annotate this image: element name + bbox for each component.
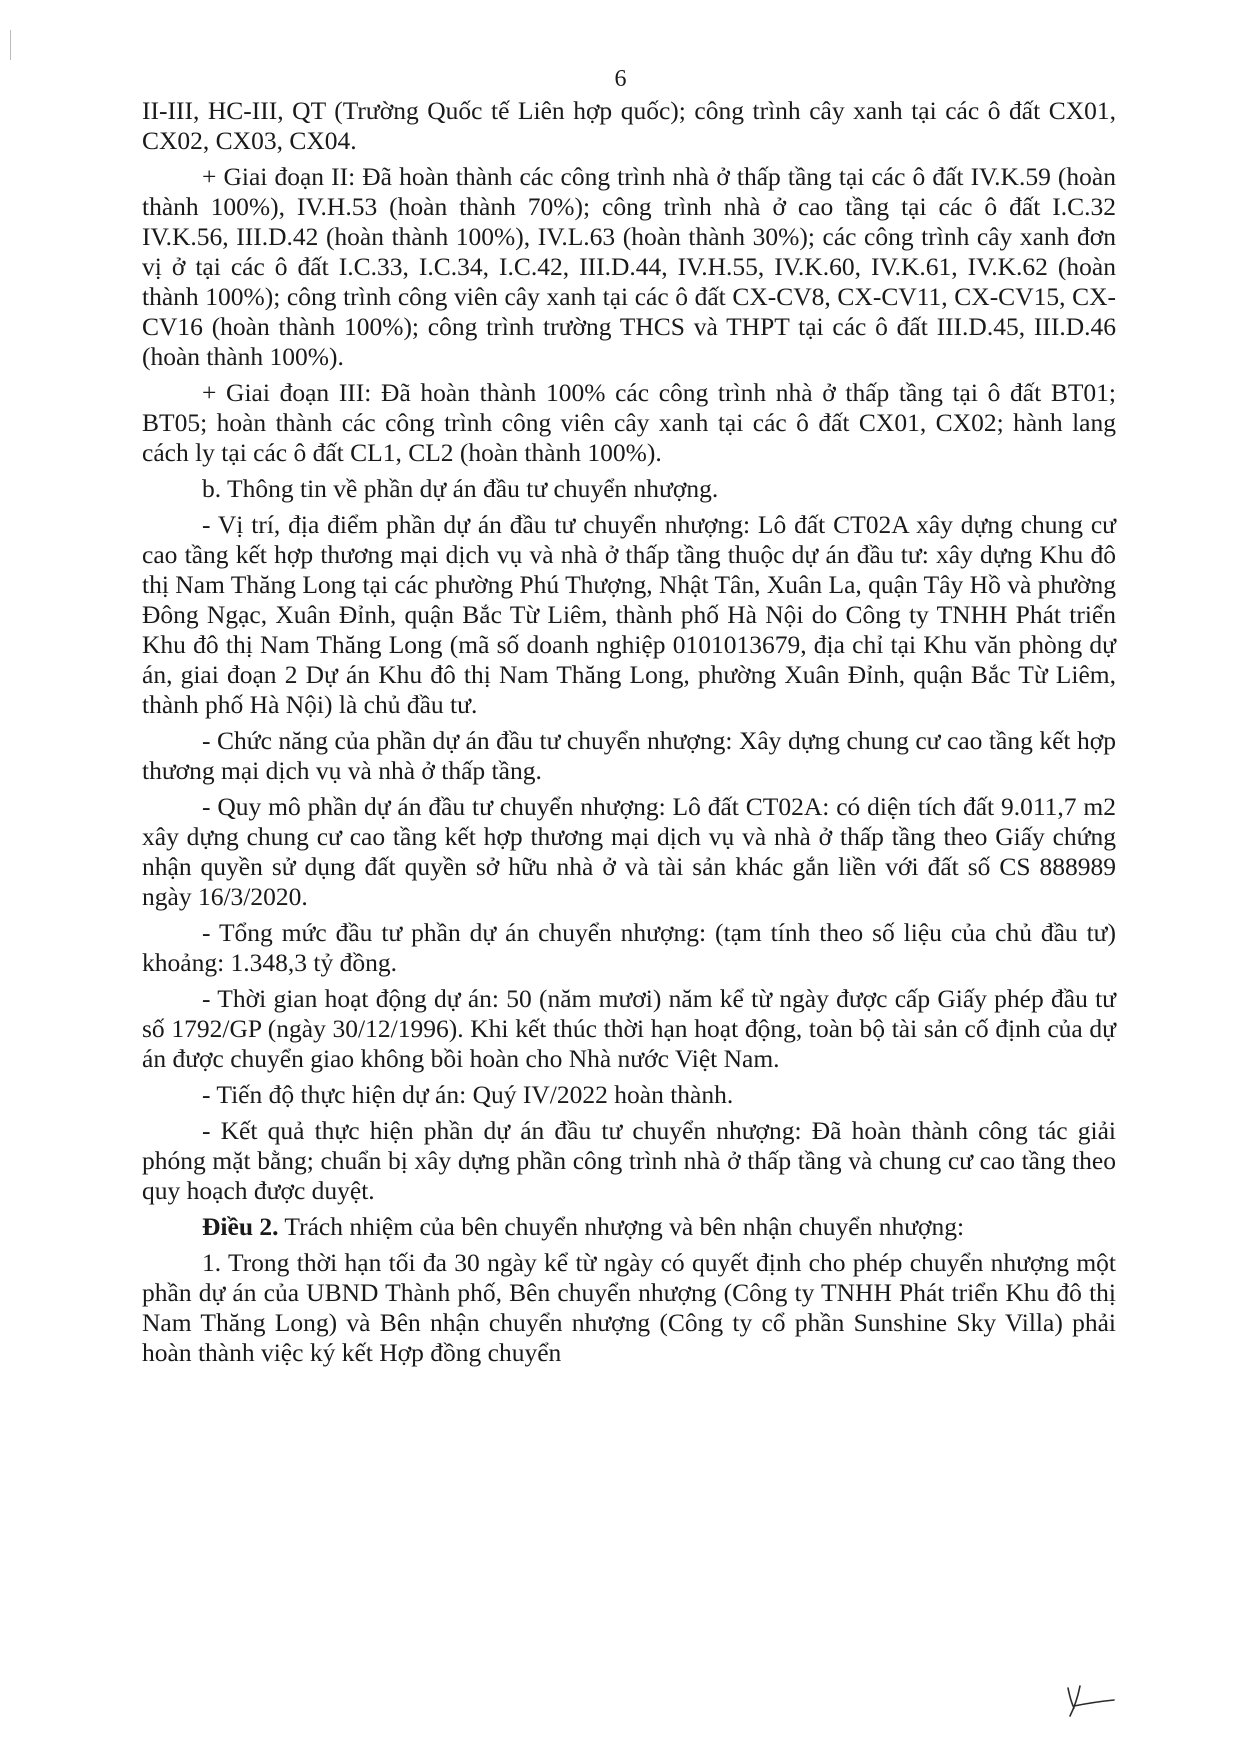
- article-2-label: Điều 2.: [202, 1212, 279, 1241]
- paragraph-results: - Kết quả thực hiện phần dự án đầu tư chuyển nhượng: Đã hoàn thành công tác giải phóng mặt bằng; chuẩn bị xây dựng phần công trình nhà ở thấp tầng và chung cư cao tầng theo quy hoạch được duyệt.: [142, 1116, 1116, 1205]
- paragraph-function: - Chức năng của phần dự án đầu tư chuyển nhượng: Xây dựng chung cư cao tầng kết hợp thương mại dịch vụ và nhà ở thấp tầng.: [142, 726, 1116, 785]
- page-number: 6: [614, 66, 627, 92]
- paragraph-continuation: II-III, HC-III, QT (Trường Quốc tế Liên hợp quốc); công trình cây xanh tại các ô đất CX01, CX02, CX03, CX04.: [142, 96, 1116, 155]
- paragraph-total-investment: - Tổng mức đầu tư phần dự án chuyển nhượng: (tạm tính theo số liệu của chủ đầu tư) khoảng: 1.348,3 tỷ đồng.: [142, 918, 1116, 977]
- document-body: [142, 96, 1116, 1374]
- paragraph-phase-3: + Giai đoạn III: Đã hoàn thành 100% các công trình nhà ở thấp tầng tại ô đất BT01; BT05; hoàn thành các công trình công viên cây xanh tại các ô đất CX01, CX02; hành lang cách ly tại các ô đất CL1, CL2 (hoàn thành 100%).: [142, 378, 1116, 467]
- paragraph-phase-2: + Giai đoạn II: Đã hoàn thành các công trình nhà ở thấp tầng tại các ô đất IV.K.59 (hoàn thành 100%), IV.H.53 (hoàn thành 70%); công trình nhà ở cao tầng tại các ô đất I.C.32 IV.K.56, III.D.42 (hoàn thành 100%), IV.L.63 (hoàn thành 30%); các công trình cây xanh đơn vị ở tại các ô đất I.C.33, I.C.34, I.C.42, III.D.44, IV.H.55, IV.K.60, IV.K.61, IV.K.62 (hoàn thành 100%); công trình công viên cây xanh tại các ô đất CX-CV8, CX-CV11, CX-CV15, CX-CV16 (hoàn thành 100%); công trình trường THCS và THPT tại các ô đất III.D.45, III.D.46 (hoàn thành 100%).: [142, 162, 1116, 371]
- paragraph-scale: - Quy mô phần dự án đầu tư chuyển nhượng: Lô đất CT02A: có diện tích đất 9.011,7 m2 xây dựng chung cư cao tầng kết hợp thương mại dịch vụ và nhà ở thấp tầng theo Giấy chứng nhận quyền sử dụng đất quyền sở hữu nhà ở và tài sản khác gắn liền với đất số CS 888989 ngày 16/3/2020.: [142, 792, 1116, 911]
- section-heading-b: b. Thông tin về phần dự án đầu tư chuyển nhượng.: [202, 474, 719, 503]
- paragraph-location: - Vị trí, địa điểm phần dự án đầu tư chuyển nhượng: Lô đất CT02A xây dựng chung cư cao tầng kết hợp thương mại dịch vụ và nhà ở thấp tầng thuộc dự án đầu tư: xây dựng Khu đô thị Nam Thăng Long tại các phường Phú Thượng, Nhật Tân, Xuân La, quận Tây Hồ và phường Đông Ngạc, Xuân Đỉnh, quận Bắc Từ Liêm, thành phố Hà Nội do Công ty TNHH Phát triển Khu đô thị Nam Thăng Long (mã số doanh nghiệp 0101013679, địa chỉ tại Khu văn phòng dự án, giai đoạn 2 Dự án Khu đô thị Nam Thăng Long, phường Xuân Đỉnh, quận Bắc Từ Liêm, thành phố Hà Nội) là chủ đầu tư.: [142, 510, 1116, 719]
- paragraph-article-2-item-1: 1. Trong thời hạn tối đa 30 ngày kể từ ngày có quyết định cho phép chuyển nhượng một phần dự án của UBND Thành phố, Bên chuyển nhượng (Công ty TNHH Phát triển Khu đô thị Nam Thăng Long) và Bên nhận chuyển nhượng (Công ty cổ phần Sunshine Sky Villa) phải hoàn thành việc ký kết Hợp đồng chuyển: [142, 1248, 1116, 1367]
- article-2-heading: [142, 1212, 1116, 1242]
- scan-edge-mark: [10, 30, 11, 60]
- article-2-title: Trách nhiệm của bên chuyển nhượng và bên nhận chuyển nhượng:: [278, 1212, 965, 1241]
- paragraph-progress: - Tiến độ thực hiện dự án: Quý IV/2022 hoàn thành.: [202, 1080, 734, 1109]
- paragraph-duration: - Thời gian hoạt động dự án: 50 (năm mươi) năm kể từ ngày được cấp Giấy phép đầu tư số 1792/GP (ngày 30/12/1996). Khi kết thúc thời hạn hoạt động, toàn bộ tài sản cố định của dự án được chuyển giao không bồi hoàn cho Nhà nước Việt Nam.: [142, 984, 1116, 1073]
- handwritten-initials-icon: [1060, 1680, 1120, 1720]
